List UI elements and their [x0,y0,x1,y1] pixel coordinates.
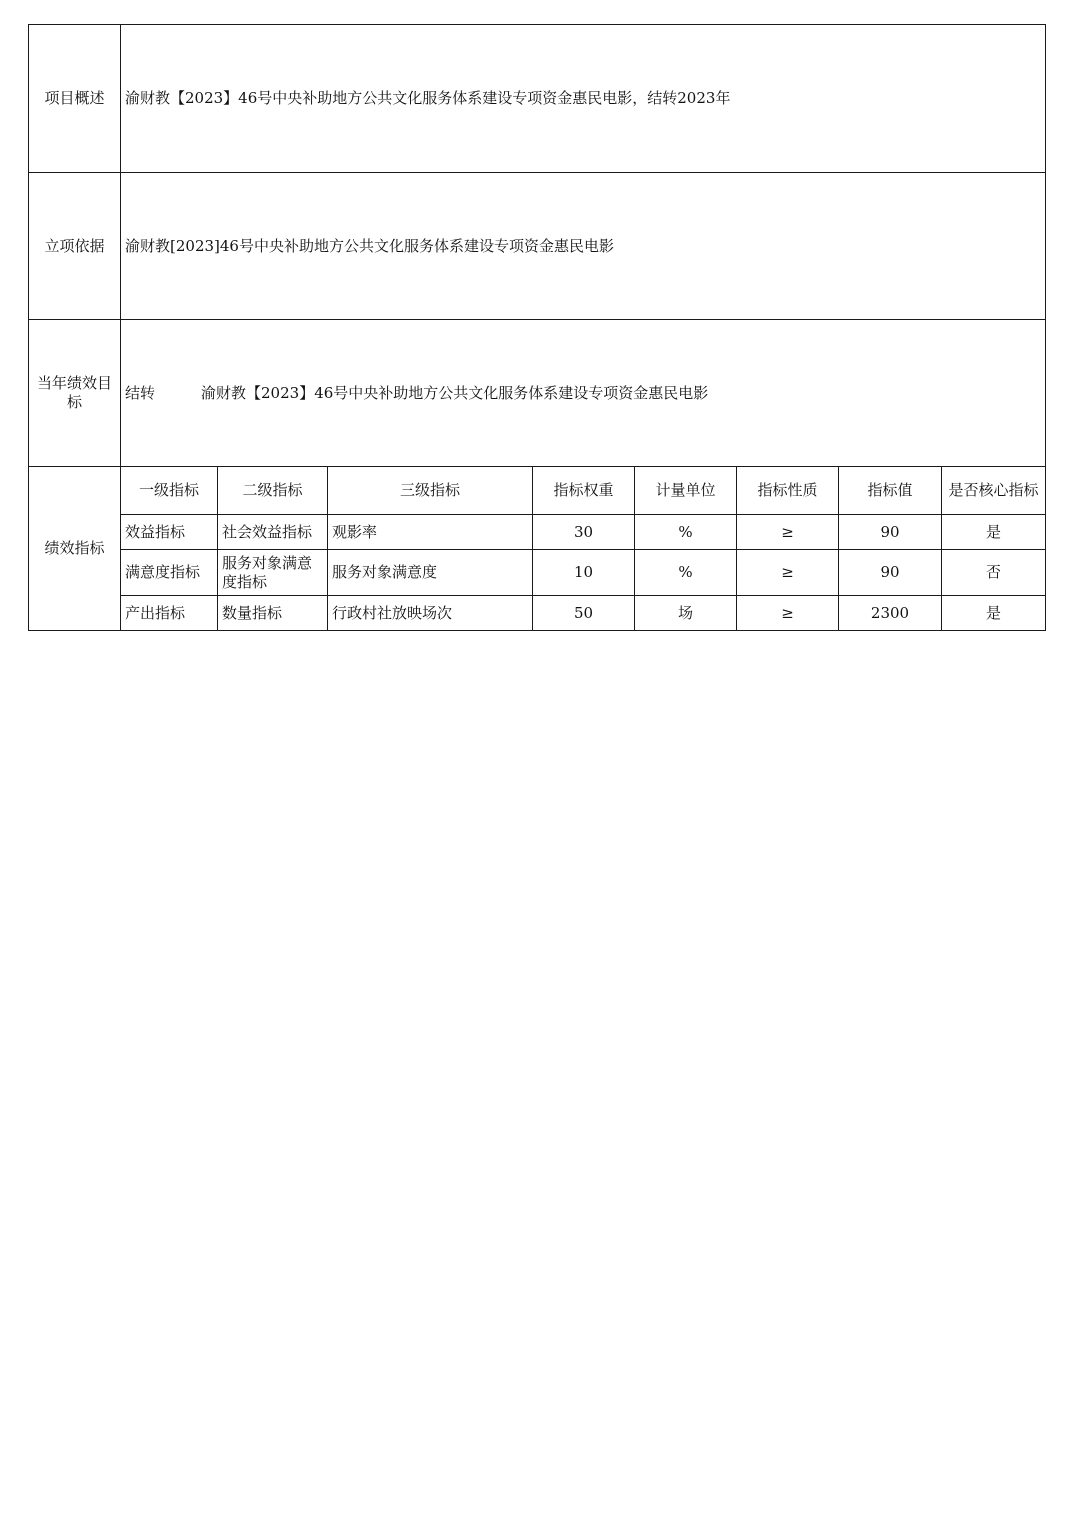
level2-cell: 社会效益指标 [218,515,328,550]
table-row [29,550,1046,596]
header-level2: 二级指标 [218,467,328,515]
unit-cell: % [635,515,737,550]
header-level1: 一级指标 [121,467,218,515]
header-nature: 指标性质 [737,467,839,515]
performance-table [28,24,1046,631]
goal-label: 当年绩效目标 [29,320,121,467]
nature-cell: ≥ [737,596,839,631]
level3-cell: 行政村社放映场次 [328,596,533,631]
overview-text: 渝财教【2023】46号中央补助地方公共文化服务体系建设专项资金惠民电影，结转2023年 [121,25,1046,173]
overview-label: 项目概述 [29,25,121,173]
nature-cell: ≥ [737,515,839,550]
goal-prefix: 结转 [125,383,156,402]
header-core: 是否核心指标 [942,467,1046,515]
level2-cell: 服务对象满意度指标 [218,550,328,596]
core-cell: 否 [942,550,1046,596]
basis-row [29,173,1046,320]
basis-label: 立项依据 [29,173,121,320]
goal-cell [121,320,1046,467]
level3-cell: 服务对象满意度 [328,550,533,596]
value-cell: 90 [839,515,942,550]
core-cell: 是 [942,596,1046,631]
nature-cell: ≥ [737,550,839,596]
level3-cell: 观影率 [328,515,533,550]
level1-cell: 产出指标 [121,596,218,631]
unit-cell: % [635,550,737,596]
level1-cell: 效益指标 [121,515,218,550]
goal-text: 渝财教【2023】46号中央补助地方公共文化服务体系建设专项资金惠民电影 [201,383,709,402]
level2-cell: 数量指标 [218,596,328,631]
header-weight: 指标权重 [533,467,635,515]
core-cell: 是 [942,515,1046,550]
value-cell: 2300 [839,596,942,631]
goal-row [29,320,1046,467]
header-level3: 三级指标 [328,467,533,515]
indicator-header-row [29,467,1046,515]
header-value: 指标值 [839,467,942,515]
table-row [29,515,1046,550]
weight-cell: 10 [533,550,635,596]
value-cell: 90 [839,550,942,596]
weight-cell: 50 [533,596,635,631]
header-unit: 计量单位 [635,467,737,515]
table-row [29,596,1046,631]
weight-cell: 30 [533,515,635,550]
overview-row [29,25,1046,173]
unit-cell: 场 [635,596,737,631]
basis-text: 渝财教[2023]46号中央补助地方公共文化服务体系建设专项资金惠民电影 [121,173,1046,320]
indicators-label: 绩效指标 [29,467,121,631]
level1-cell: 满意度指标 [121,550,218,596]
